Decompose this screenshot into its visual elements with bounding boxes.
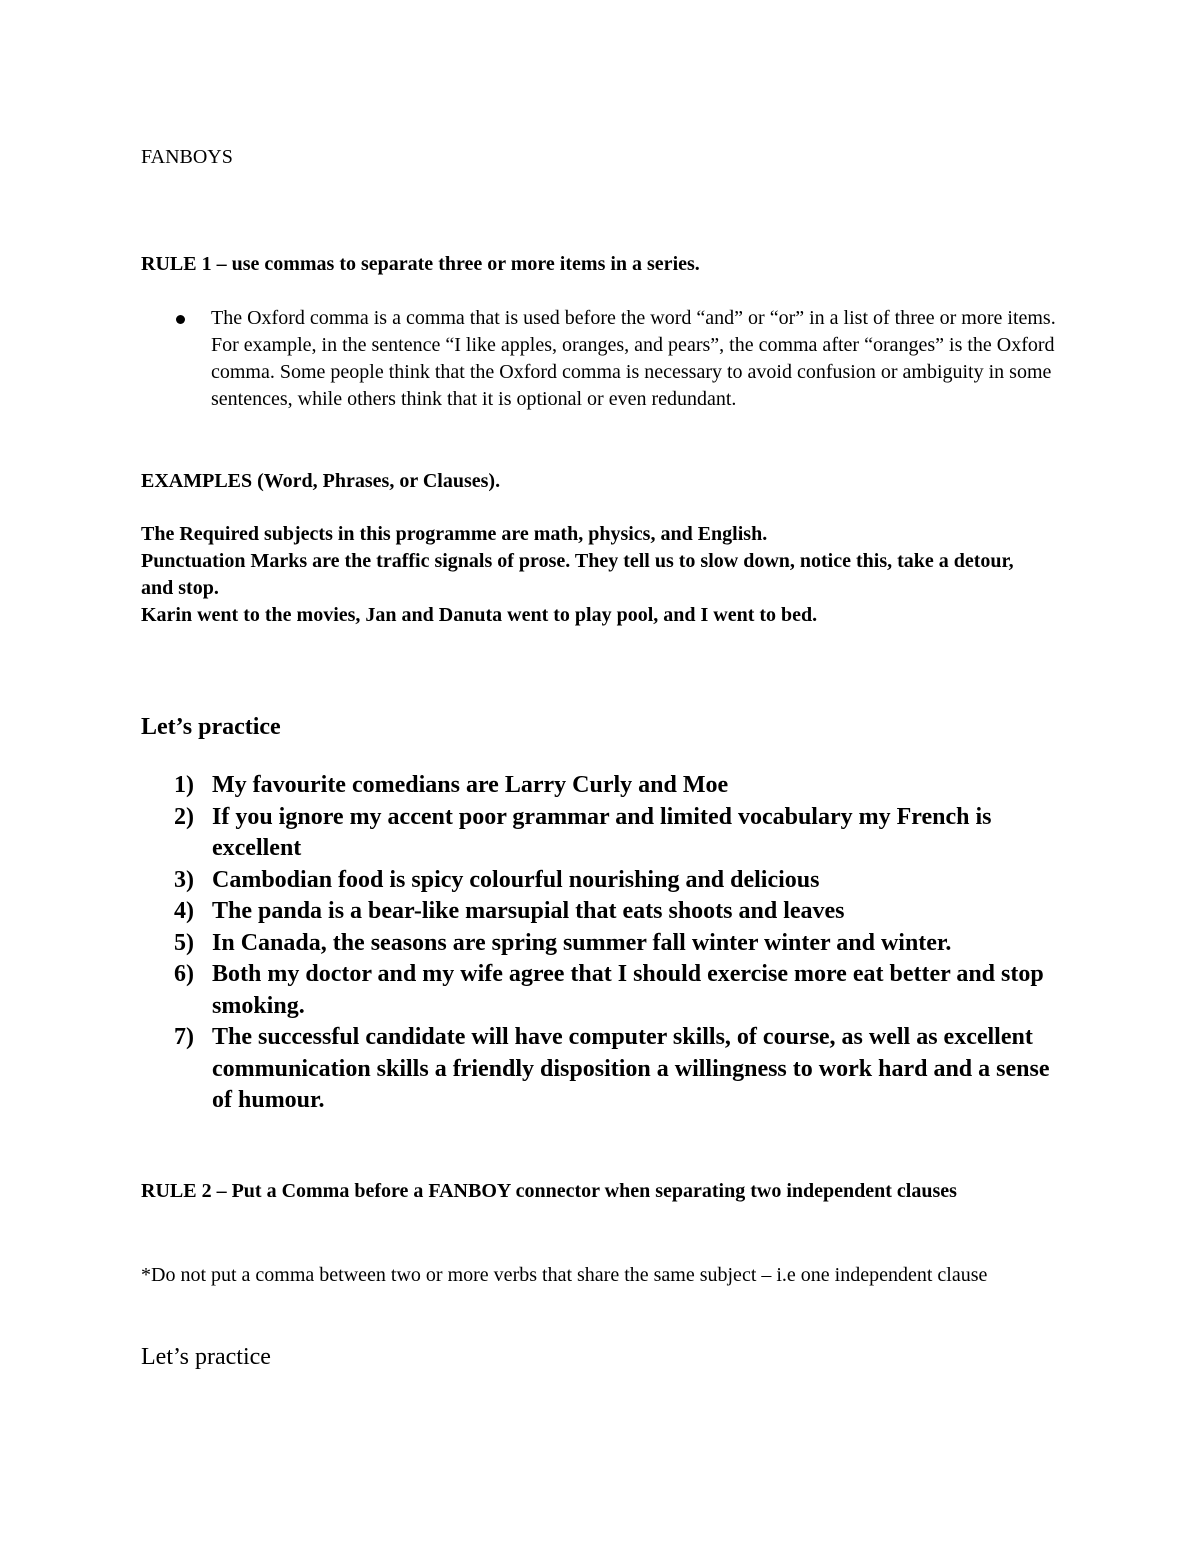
example-sentence: The Required subjects in this programme are math, physics, and English. (141, 523, 768, 545)
bullet-item (141, 305, 1061, 413)
practice-2-heading: Let’s practice (141, 1344, 271, 1370)
example-sentence: Punctuation Marks are the traffic signals of prose. They tell us to slow down, notice this, take a detour, and stop. (141, 550, 1014, 599)
rule-1-bullet-list (141, 305, 1061, 413)
practice-1-list (141, 770, 1071, 1117)
rule-2-note: *Do not put a comma between two or more verbs that share the same subject – i.e one independent clause (141, 1264, 988, 1286)
document-title: FANBOYS (141, 146, 233, 168)
practice-item-text: My favourite comedians are Larry Curly and Moe (212, 772, 729, 798)
rule-1-heading: RULE 1 – use commas to separate three or more items in a series. (141, 253, 700, 275)
practice-item (141, 865, 1071, 897)
practice-item-text: The panda is a bear-like marsupial that eats shoots and leaves (212, 898, 845, 924)
practice-1-heading: Let’s practice (141, 714, 281, 740)
practice-item (141, 802, 1071, 865)
practice-item-number: 5) (174, 929, 194, 956)
practice-item-text: Cambodian food is spicy colourful nourishing and delicious (212, 866, 820, 893)
practice-item-number: 7) (174, 1024, 194, 1050)
practice-item-text: Both my doctor and my wife agree that I should exercise more eat better and stop smoking. (212, 961, 1044, 1019)
practice-item-number: 2) (174, 803, 194, 830)
practice-item-text: In Canada, the seasons are spring summer fall winter winter and winter. (212, 929, 952, 956)
rule-2-heading: RULE 2 – Put a Comma before a FANBOY connector when separating two independent clauses (141, 1180, 957, 1202)
practice-item-number: 1) (174, 772, 194, 798)
practice-item (141, 896, 1071, 928)
practice-item-number: 6) (174, 961, 194, 987)
practice-item-text: If you ignore my accent poor grammar and limited vocabulary my French is excellent (212, 803, 992, 861)
practice-item (141, 959, 1071, 1022)
practice-item-number: 3) (174, 866, 194, 893)
examples-heading: EXAMPLES (Word, Phrases, or Clauses). (141, 470, 501, 492)
oxford-comma-explanation: The Oxford comma is a comma that is used before the word “and” or “or” in a list of three or more items. For example, in the sentence “I like apples, oranges, and pears”, the comma after “oranges” is the Oxford comma. Some people think that the Oxford comma is necessary to avoid confusion or ambiguity in some sentences, while others think that it is optional or even redundant. (211, 307, 1056, 410)
bullet-icon (176, 315, 185, 324)
practice-item (141, 928, 1071, 960)
practice-item-text: The successful candidate will have computer skills, of course, as well as excellent communication skills a friendly disposition a willingness to work hard and a sense of humour. (212, 1024, 1050, 1113)
practice-item-number: 4) (174, 898, 194, 924)
practice-item (141, 1022, 1071, 1117)
practice-item (141, 770, 1071, 802)
example-sentence: Karin went to the movies, Jan and Danuta went to play pool, and I went to bed. (141, 604, 818, 626)
examples-block (141, 521, 1041, 629)
